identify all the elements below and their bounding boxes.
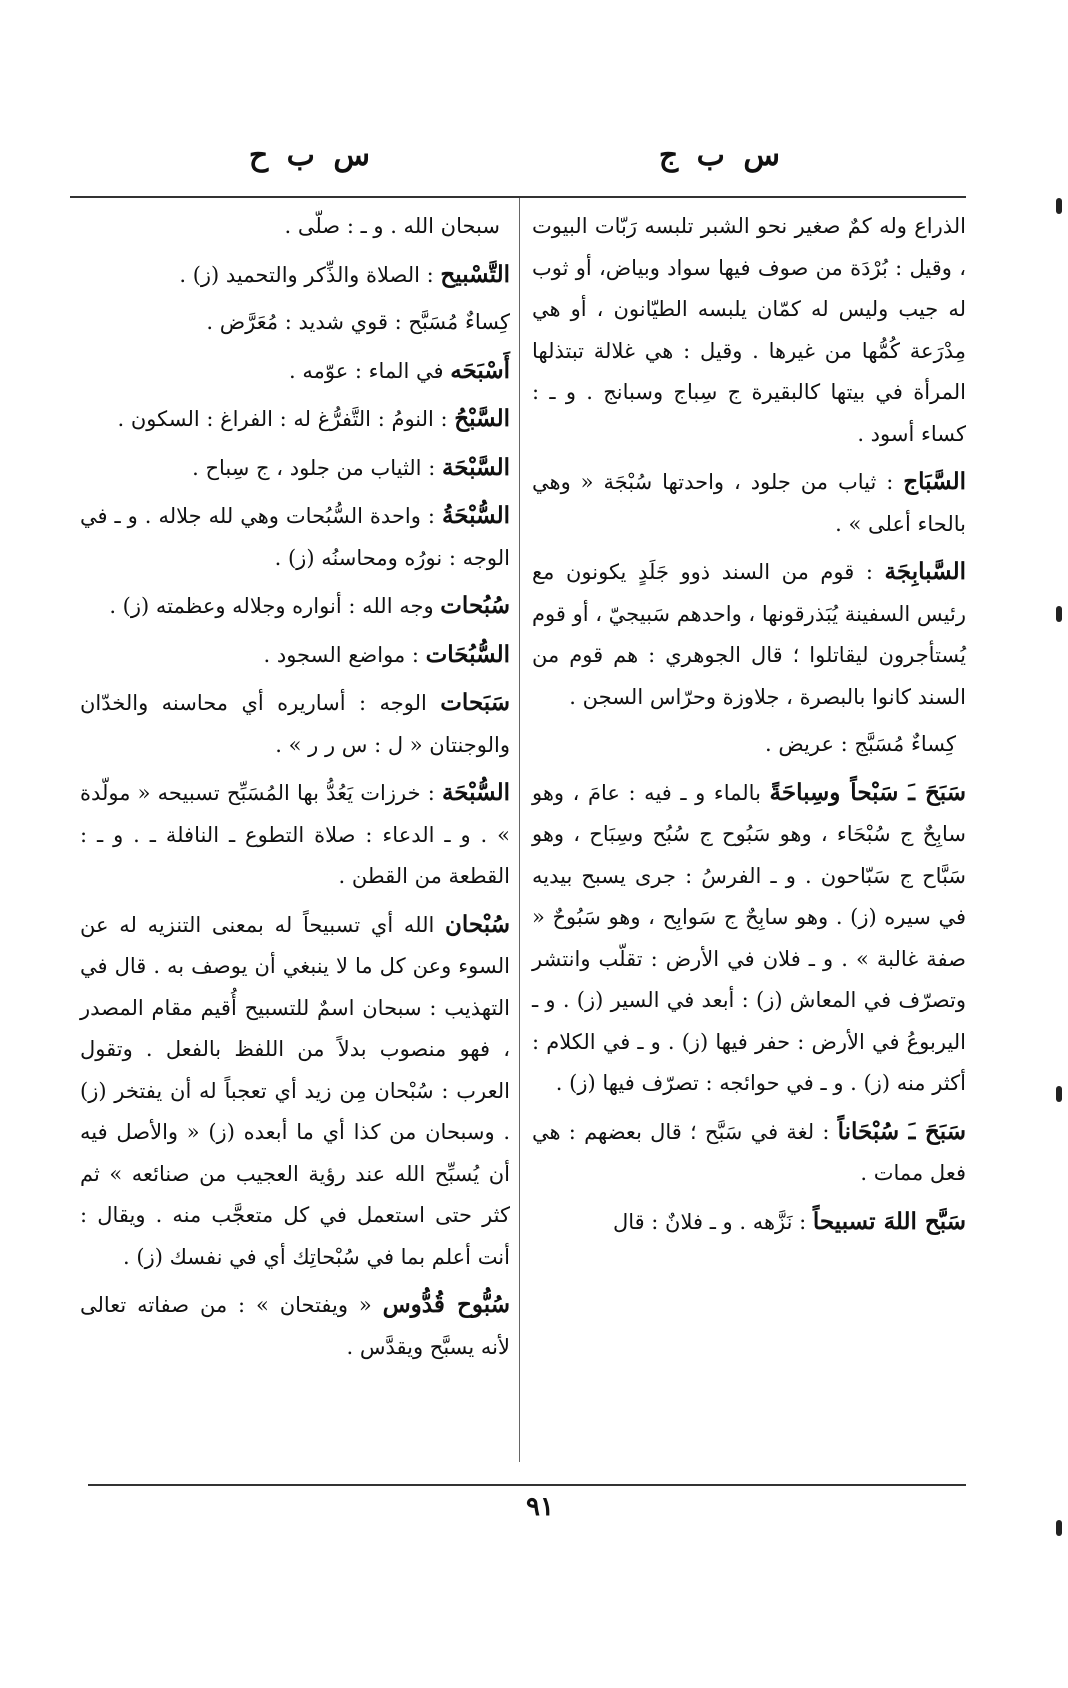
- entry-headword: سَبَحات: [440, 689, 510, 716]
- header-root-right: س ب ج: [658, 138, 780, 173]
- right-column: [532, 206, 966, 1249]
- binding-mark: [1056, 1520, 1062, 1536]
- entry-text: الوجه : أساريره أي محاسنه والخدّان والوجنتان « ل : س ر ر » .: [80, 691, 510, 757]
- dictionary-entry: [532, 1201, 966, 1244]
- entry-text: : مواضع السجود .: [263, 642, 426, 667]
- entry-text: : الصلاة والذِّكر والتحميد (ز) .: [179, 262, 441, 287]
- dictionary-entry: [80, 682, 510, 766]
- binding-mark: [1056, 606, 1062, 622]
- dictionary-entry: [80, 1284, 510, 1368]
- entry-text: كِساءٌ مُسَبَّح : قوي شديد : مُعَرَّض .: [206, 310, 510, 334]
- entry-text: : الثياب من جلود ، ج سِباح .: [192, 455, 442, 480]
- dictionary-entry: [532, 772, 966, 1105]
- page-number: ٩١: [526, 1492, 554, 1522]
- entry-text: : ثياب من جلود ، واحدتها سُبْجَة « وهي بالحاء أعلى » .: [532, 470, 966, 536]
- bottom-rule: [88, 1484, 966, 1486]
- dictionary-entry: [532, 1111, 966, 1195]
- entry-headword: السُّبْحَةُ: [441, 502, 510, 529]
- dictionary-entry: [532, 551, 966, 718]
- entry-text: : قوم من السند ذوو جَلَدٍ يكونون مع رئيس السفينة يُبَذرقونها ، واحدهم سَبيجيّ ، أو قوم يُستأجرون ليقاتلوا ؛ قال الجوهري : هم قوم من السند كانوا بالبصرة ، جلاوزة وحرّاس السجن .: [532, 560, 966, 709]
- entry-headword: السَّبْحُ: [454, 405, 510, 432]
- dictionary-entry: [80, 772, 510, 898]
- entry-headword: سَبَّح اللهَ تسبيحاً: [812, 1207, 966, 1235]
- entry-text: وجه الله : أنواره وجلاله وعظمته (ز) .: [109, 594, 441, 618]
- dictionary-entry: [80, 495, 510, 579]
- dictionary-entry: [532, 724, 966, 766]
- entry-text: كِساءٌ مُسَبَّج : عريض .: [764, 732, 956, 756]
- left-column: [80, 206, 510, 1374]
- entry-text: في الماء : عوّمه .: [289, 358, 451, 383]
- dictionary-entry: [80, 634, 510, 677]
- dictionary-entry: [532, 206, 966, 455]
- entry-text: « ويفتحان » : من صفاته تعالى لأنه يسبَّح ويقدَّس .: [80, 1293, 510, 1359]
- entry-headword: السَّبابِجَة: [884, 558, 966, 585]
- page-header: [70, 138, 970, 178]
- entry-text: : خرزات يَعُدُّ بها المُسَبِّح تسبيحه « مولّدة » . و ـ الدعاء : صلاة التطوع ـ النافلة ـ . و ـ : القطعة من القطن .: [80, 781, 510, 888]
- entry-text: : لغة في سَبَّح ؛ قال بعضهم : هي فعل ممات .: [532, 1119, 966, 1185]
- column-divider: [519, 198, 520, 1462]
- entry-text: : واحدة السُّبُحات وهي لله جلاله . و ـ في الوجه : نورُه ومحاسنُه (ز) .: [80, 504, 510, 570]
- entry-headword: سَبَحَ ـَ سَبْحاً وسِباحَةً: [769, 778, 967, 806]
- entry-headword: سُبْحان: [445, 910, 510, 938]
- entry-headword: السُّبُحَات: [425, 640, 510, 668]
- dictionary-entry: [80, 447, 510, 490]
- entry-headword: السُّبْحَة: [441, 779, 510, 806]
- entry-headword: سُبُحات: [440, 592, 510, 619]
- entry-headword: سَبَحَ ـَ سُبْحَاناً: [837, 1117, 966, 1145]
- entry-headword: السَّبَاج: [903, 468, 966, 495]
- header-root-left: س ب ح: [248, 138, 370, 173]
- entry-headword: التَّسْبيح: [440, 260, 510, 288]
- dictionary-entry: [532, 461, 966, 545]
- entry-headword: أَسْبَحَه: [450, 356, 510, 384]
- dictionary-entry: [80, 302, 510, 344]
- entry-text: الذراع وله كمٌ صغير نحو الشبر تلبسه رَبّات البيوت ، وقيل : بُرْدَة من صوف فيها سواد وبياض، أو ثوب له جيب وليس له كمّان يلبسه الطيّانون ، أو هي مِدْرَعة كُمُّها من غيرها . وقيل : هي غلالة تبتذلها المرأة في بيتها كالبقيرة ج سِباج وسبانج . و ـ : كساء أسود .: [532, 214, 966, 446]
- entry-text: الله أي تسبيحاً له بمعنى التنزيه له عن السوء وعن كل ما لا ينبغي أن يوصف به . قال في التهذيب : سبحان اسمٌ للتسبيح أُقيم مقام المصدر ، فهو منصوب بدلاً من اللفظ بالفعل . وتقول العرب : سُبْحان مِن زيد أي تعجباً له أن يفتخر (ز) . وسبحان من كذا أي ما أبعده (ز) « والأصل فيه أن يُسبِّح الله عند رؤية العجيب من صنائعه » ثم كثر حتى استعمل في كل متعجَّب منه . ويقال : أنت أعلم بما في سُبْحاتِك أي في نفسك (ز) .: [80, 912, 510, 1269]
- entry-headword: سُبُّوح قُدُّوس: [382, 1291, 510, 1318]
- dictionary-entry: [80, 254, 510, 297]
- top-rule: [70, 196, 966, 198]
- entry-text: : نَزَّهه . و ـ فلانٌ : قال: [612, 1209, 813, 1234]
- entry-text: : النومُ : التَّفرُّغ له : الفراغ : السكون .: [117, 407, 455, 431]
- dictionary-entry: [80, 350, 510, 393]
- dictionary-entry: [80, 585, 510, 628]
- entry-text: بالماء و ـ فيه : عامَ ، وهو سابِحٌ ج سُبْحَاء ، وهو سَبُوح ج سُبُح وسِبَاح ، وهو سَبَّاح ج سَبّاحون . و ـ الفرسُ : جرى يسبح بيديه في سيره (ز) . وهو سابِحٌ ج سَوابِح ، وهو سَبُوحٌ « صفة غالبة » . و ـ فلان في الأرض : تقلّب وانتشر وتصرّف في المعاش (ز) : أبعد في السير (ز) . و ـ اليربوعُ في الأرض : حفر فيها (ز) . و ـ في الكلام : أكثر منه (ز) . و ـ في حوائجه : تصرّف فيها (ز) .: [532, 780, 966, 1095]
- dictionary-entry: [80, 398, 510, 441]
- dictionary-entry: [80, 904, 510, 1279]
- entry-text: سبحان الله . و ـ : صلّى .: [284, 214, 500, 238]
- binding-mark: [1056, 198, 1062, 214]
- entry-headword: السَّبْحَة: [441, 453, 510, 481]
- dictionary-entry: [80, 206, 510, 248]
- binding-mark: [1056, 1086, 1062, 1102]
